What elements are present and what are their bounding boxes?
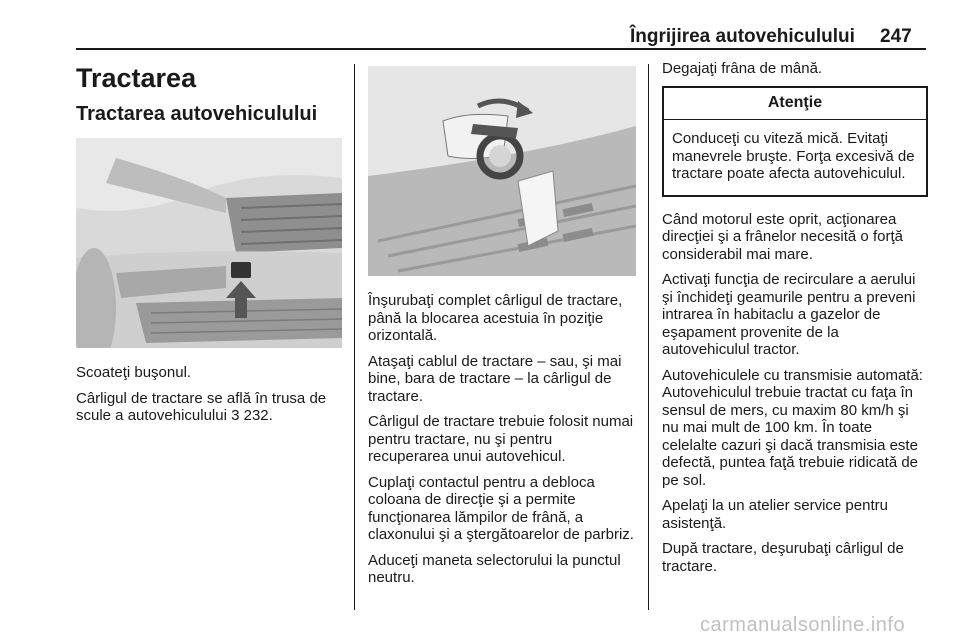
column-divider-1 — [354, 64, 355, 610]
towing-eye-installation-illustration — [368, 66, 636, 276]
caution-box — [662, 86, 928, 197]
car-front-bumper-illustration — [76, 138, 342, 348]
paragraph: Cârligul de tractare trebuie folosit numai pentru tractare, nu şi pentru recuperarea unui autovehicul. — [368, 413, 634, 465]
header-title: Îngrijirea autovehiculului — [630, 26, 855, 47]
paragraph: Cuplaţi contactul pentru a debloca coloana de direcţie şi a permite funcţionarea lămpilor de frână, a claxonului şi a ştergătoarelor de parbriz. — [368, 473, 634, 543]
paragraph: Înşurubaţi complet cârligul de tractare, până la blocarea acestuia în poziţie orizontală. — [368, 292, 623, 344]
paragraph: Activaţi funcţia de recirculare a aerului şi închideţi geamurile pentru a preveni intrarea în habitaclu a gazelor de eşapament provenite de la autovehiculul tractor. — [662, 271, 916, 358]
paragraph: Aduceţi maneta selectorului la punctul neutru. — [368, 551, 621, 586]
paragraph: Cârligul de tractare se află în trusa de scule a autovehiculului 3 232. — [76, 389, 327, 424]
caution-title: Atenţie — [664, 88, 926, 121]
column-3 — [662, 60, 928, 583]
column-1 — [76, 60, 342, 433]
page-number: 247 — [880, 26, 912, 47]
watermark: carmanualsonline.info — [700, 614, 906, 636]
section-heading: Tractarea — [76, 63, 197, 93]
paragraph: După tractare, deşurubaţi cârligul de tractare. — [662, 540, 904, 575]
paragraph: Scoateţi buşonul. — [76, 364, 192, 381]
caution-text: Conduceţi cu viteză mică. Evitaţi manevrele bruşte. Forţa excesivă de tractare poate afecta autovehiculul. — [672, 130, 915, 182]
paragraph: Degajaţi frâna de mână. — [662, 60, 823, 77]
section-subheading: Tractarea autovehiculului — [76, 103, 318, 125]
paragraph: Autovehiculele cu transmisie automată: Autovehiculul trebuie tractat cu faţa în sensul de mers, cu maxim 80 km/h şi nu mai mult de 100 km. În toate celelalte cazuri şi dacă transmisia este defectă, puntea faţă trebuie ridicată de pe sol. — [662, 366, 923, 489]
column-2 — [368, 60, 636, 595]
paragraph: Apelaţi la un atelier service pentru asistenţă. — [662, 497, 888, 532]
header-rule — [76, 48, 926, 50]
column-divider-2 — [648, 64, 649, 610]
paragraph: Ataşaţi cablul de tractare – sau, şi mai bine, bara de tractare – la cârligul de tractare. — [368, 352, 622, 405]
paragraph: Când motorul este oprit, acţionarea direcţiei şi a frânelor necesită o forţă considerabil mai mare. — [662, 210, 903, 263]
